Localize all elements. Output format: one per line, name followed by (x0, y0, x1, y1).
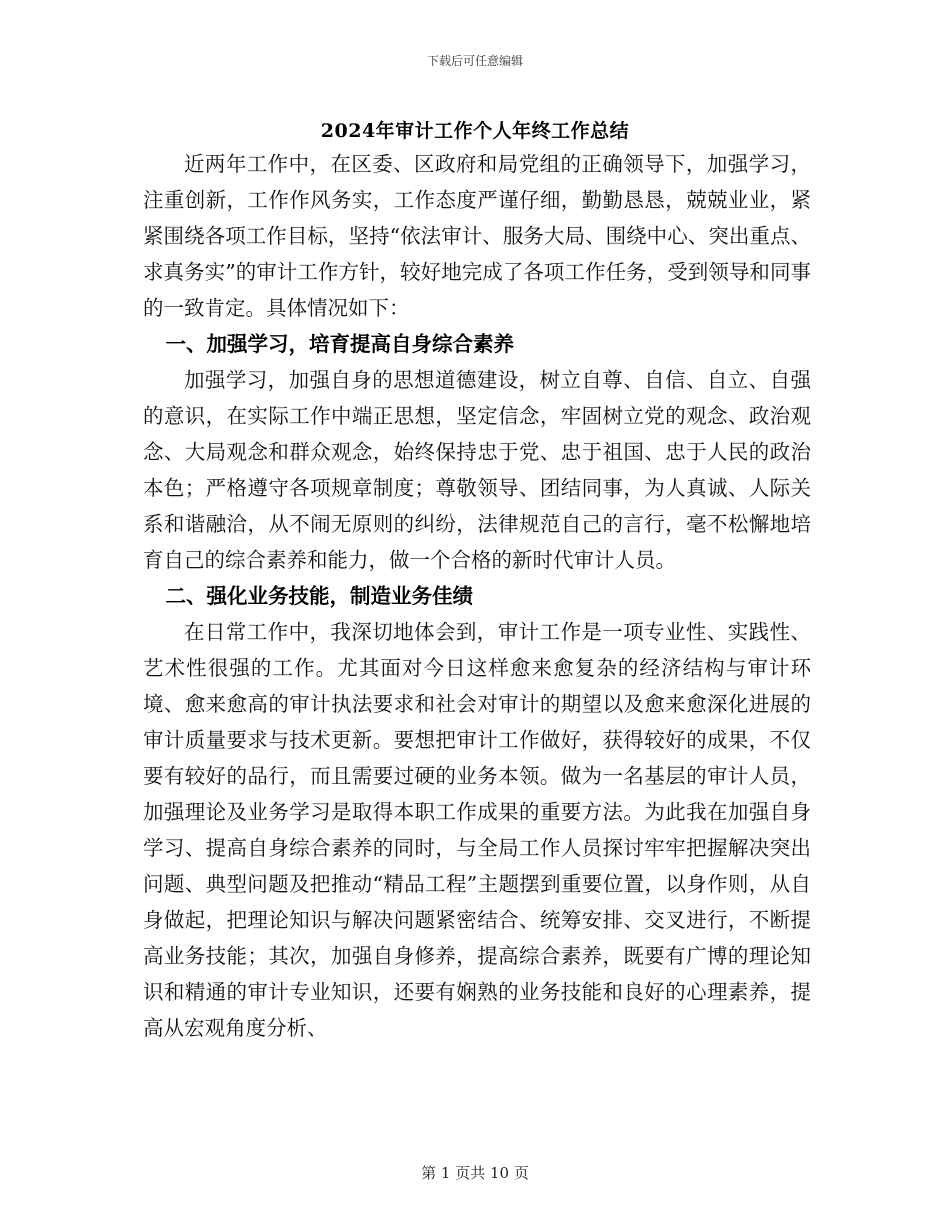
page-number-footer: 第 1 页共 10 页 (421, 1164, 529, 1182)
document-body (143, 146, 811, 1046)
section-heading-2: 二、强化业务技能，制造业务佳绩 (165, 584, 474, 608)
section-body-1: 加强学习，加强自身的思想道德建设，树立自尊、自信、自立、自强的意识，在实际工作中端正思想，坚定信念，牢固树立党的观念、政治观念、大局观念和群众观念，始终保持忠于党、忠于祖国、忠于人民的政治本色；严格遵守各项规章制度；尊敬领导、团结同事，为人真诚、人际关系和谐融洽，从不闹无原则的纠纷，法律规范自己的言行，毫不松懈地培育自己的综合素养和能力，做一个合格的新时代审计人员。 (143, 368, 811, 572)
section-body-2: 在日常工作中，我深切地体会到，审计工作是一项专业性、实践性、艺术性很强的工作。尤其面对今日这样愈来愈复杂的经济结构与审计环境、愈来愈高的审计执法要求和社会对审计的期望以及愈来愈深化进展的审计质量要求与技术更新。要想把审计工作做好，获得较好的成果，不仅要有较好的品行，而且需要过硬的业务本领。做为一名基层的审计人员，加强理论及业务学习是取得本职工作成果的重要方法。为此我在加强自身学习、提高自身综合素养的同时，与全局工作人员探讨牢牢把握解决突出问题、典型问题及把推动“精品工程”主题摆到重要位置，以身作则，从自身做起，把理论知识与解决问题紧密结合、统筹安排、交叉进行，不断提高业务技能；其次，加强自身修养，提高综合素养，既要有广博的理论知识和精通的审计专业知识，还要有娴熟的业务技能和良好的心理素养，提高从宏观角度分析、 (143, 620, 811, 1040)
intro-paragraph: 近两年工作中，在区委、区政府和局党组的正确领导下，加强学习，注重创新，工作作风务实，工作态度严谨仔细，勤勤恳恳，兢兢业业，紧紧围绕各项工作目标，坚持“依法审计、服务大局、围绕中心、突出重点、求真务实”的审计工作方针，较好地完成了各项工作任务，受到领导和同事的一致肯定。具体情况如下： (143, 152, 811, 320)
section-heading-1: 一、加强学习，培育提高自身综合素养 (165, 332, 515, 356)
document-title: 2024年审计工作个人年终工作总结 (320, 120, 630, 142)
header-note: 下载后可任意编辑 (426, 54, 523, 68)
